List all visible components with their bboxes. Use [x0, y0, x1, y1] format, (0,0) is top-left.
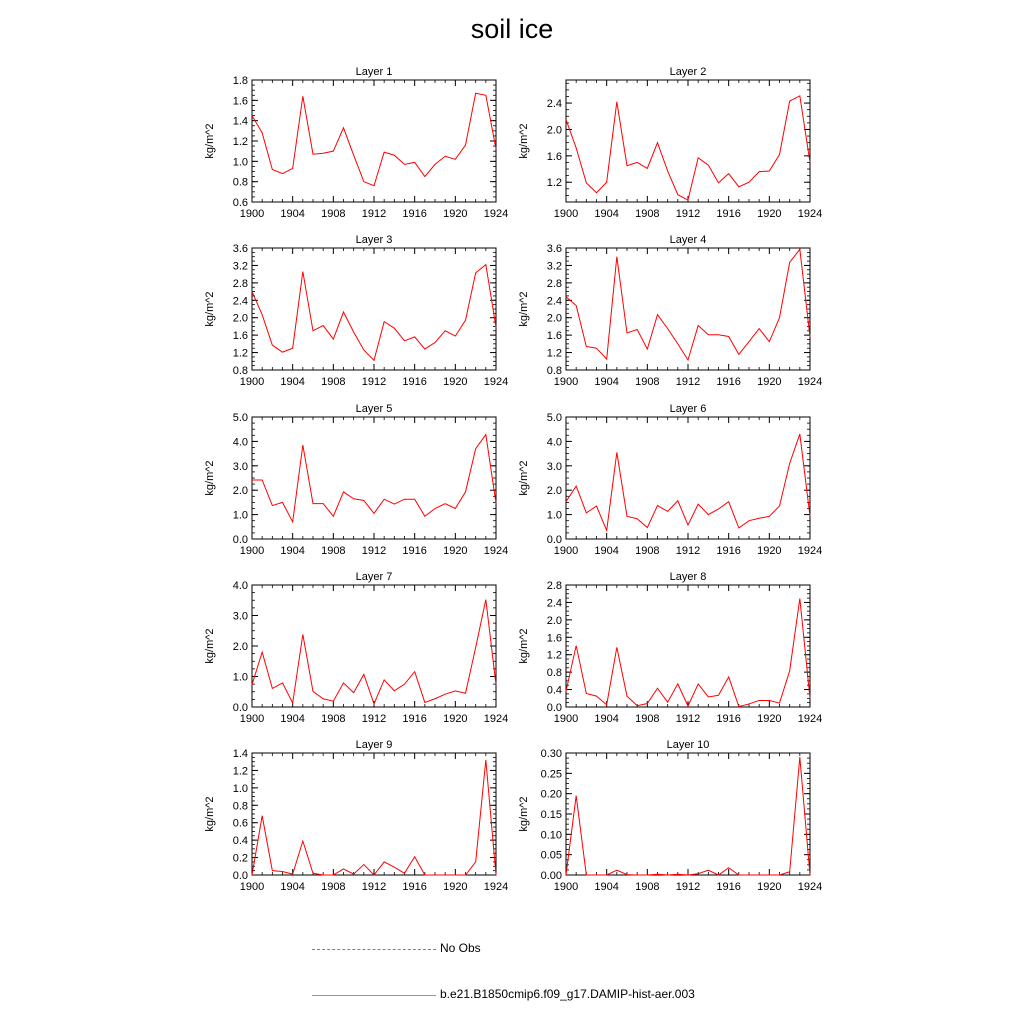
x-tick-label: 1908: [635, 376, 660, 388]
y-tick-label: 1.8: [232, 75, 248, 87]
chart-panel-8: [518, 571, 822, 725]
y-tick-label: 2.0: [232, 485, 248, 498]
x-tick-label: 1912: [675, 208, 701, 220]
y-tick-label: 2.4: [232, 295, 248, 308]
y-axis-label: kg/m^2: [204, 628, 216, 664]
y-tick-label: 0.8: [232, 176, 248, 189]
x-tick-label: 1900: [553, 208, 579, 220]
x-tick-label: 1908: [635, 208, 660, 220]
x-tick-label: 1912: [675, 713, 701, 725]
y-tick-label: 5.0: [232, 412, 248, 424]
plot-frame: [252, 417, 496, 539]
y-tick-label: 4.0: [232, 580, 248, 592]
y-tick-label: 3.6: [232, 243, 248, 255]
y-axis-label: kg/m^2: [518, 628, 530, 664]
x-tick-label: 1920: [757, 208, 782, 220]
panel-title: Layer 7: [355, 571, 393, 583]
y-tick-label: 2.0: [232, 641, 248, 653]
x-tick-label: 1924: [797, 881, 823, 893]
x-tick-label: 1908: [321, 713, 346, 725]
chart-panel-9: [204, 739, 508, 893]
data-series-line: [252, 760, 496, 875]
x-tick-label: 1920: [443, 376, 468, 388]
x-tick-label: 1920: [443, 545, 468, 557]
y-axis-label: kg/m^2: [518, 291, 530, 327]
x-tick-label: 1908: [321, 376, 346, 388]
figure-title: soil ice: [470, 14, 554, 44]
y-tick-label: 0.0: [232, 534, 248, 546]
y-tick-label: 1.0: [232, 509, 248, 522]
x-tick-label: 1920: [757, 376, 782, 388]
y-tick-label: 0.10: [540, 829, 562, 842]
y-tick-label: 0.15: [540, 809, 562, 821]
data-series-line: [566, 757, 810, 875]
x-tick-label: 1900: [239, 713, 265, 725]
y-axis-label: kg/m^2: [204, 291, 216, 327]
x-tick-label: 1916: [402, 881, 427, 893]
y-axis-label: kg/m^2: [518, 796, 530, 832]
y-tick-label: 0.20: [540, 788, 562, 801]
x-tick-label: 1900: [553, 545, 579, 557]
x-tick-label: 1924: [483, 545, 509, 557]
y-tick-label: 0.8: [546, 667, 562, 680]
y-tick-label: 1.2: [546, 649, 562, 662]
x-tick-label: 1912: [361, 545, 387, 557]
x-tick-label: 1916: [716, 545, 741, 557]
x-tick-label: 1912: [361, 881, 387, 893]
x-tick-label: 1908: [635, 881, 660, 893]
y-tick-label: 1.2: [232, 136, 248, 148]
chart-panel-6: [518, 403, 822, 557]
y-tick-label: 2.0: [546, 312, 562, 325]
plot-frame: [566, 753, 810, 875]
y-axis-label: kg/m^2: [204, 796, 216, 832]
legend-line-solid: [312, 995, 436, 996]
x-tick-label: 1916: [402, 545, 427, 557]
y-tick-label: 1.6: [232, 95, 248, 108]
y-tick-label: 2.0: [232, 312, 248, 325]
y-tick-label: 1.4: [232, 748, 248, 760]
x-tick-label: 1924: [483, 713, 509, 725]
x-tick-label: 1916: [402, 376, 427, 388]
x-tick-label: 1924: [483, 881, 509, 893]
x-tick-label: 1916: [716, 376, 741, 388]
x-tick-label: 1904: [594, 208, 619, 220]
data-series-line: [252, 435, 496, 522]
plot-frame: [566, 248, 810, 370]
legend-label-model: b.e21.B1850cmip6.f09_g17.DAMIP-hist-aer.003: [440, 987, 695, 1001]
y-tick-label: 2.0: [546, 614, 562, 627]
y-tick-label: 0.0: [546, 702, 562, 714]
x-tick-label: 1900: [553, 881, 579, 893]
x-tick-label: 1916: [716, 713, 741, 725]
x-tick-label: 1912: [361, 376, 387, 388]
y-tick-label: 0.8: [232, 800, 248, 813]
y-tick-label: 2.4: [546, 98, 562, 111]
y-axis-label: kg/m^2: [204, 123, 216, 159]
y-tick-label: 0.8: [546, 365, 562, 377]
x-tick-label: 1920: [443, 713, 468, 725]
y-tick-label: 1.0: [232, 671, 248, 684]
x-tick-label: 1916: [716, 208, 741, 220]
x-tick-label: 1904: [280, 881, 305, 893]
x-tick-label: 1924: [483, 208, 509, 220]
x-tick-label: 1904: [594, 545, 619, 557]
y-tick-label: 1.6: [546, 330, 562, 343]
data-series-line: [566, 96, 810, 200]
y-tick-label: 1.0: [232, 782, 248, 795]
y-tick-label: 1.6: [546, 632, 562, 645]
panel-title: Layer 6: [669, 403, 707, 415]
y-tick-label: 3.6: [546, 243, 562, 255]
x-tick-label: 1904: [280, 208, 305, 220]
y-tick-label: 3.2: [546, 260, 562, 273]
data-series-line: [566, 434, 810, 530]
y-tick-label: 2.4: [546, 597, 562, 610]
y-tick-label: 2.0: [546, 485, 562, 498]
y-tick-label: 0.4: [232, 835, 248, 848]
chart-panel-2: [518, 66, 822, 220]
y-tick-label: 0.6: [232, 817, 248, 830]
panel-title: Layer 3: [355, 234, 393, 246]
x-tick-label: 1912: [675, 376, 701, 388]
chart-panel-5: [204, 403, 508, 557]
legend-line-dashed: [312, 949, 436, 950]
y-tick-label: 0.2: [232, 852, 248, 865]
y-axis-label: kg/m^2: [518, 123, 530, 159]
x-tick-label: 1916: [402, 713, 427, 725]
x-tick-label: 1908: [321, 881, 346, 893]
plot-frame: [252, 585, 496, 707]
y-tick-label: 0.6: [232, 197, 248, 209]
x-tick-label: 1904: [280, 376, 305, 388]
plot-frame: [566, 80, 810, 202]
plot-frame: [566, 585, 810, 707]
y-tick-label: 1.6: [232, 330, 248, 343]
panel-title: Layer 2: [669, 66, 707, 78]
x-tick-label: 1908: [635, 713, 660, 725]
x-tick-label: 1920: [757, 545, 782, 557]
chart-panel-1: [204, 66, 508, 220]
plot-frame: [252, 80, 496, 202]
y-tick-label: 0.4: [546, 684, 562, 697]
y-tick-label: 1.6: [546, 150, 562, 163]
x-tick-label: 1920: [443, 881, 468, 893]
y-tick-label: 0.8: [232, 365, 248, 377]
y-tick-label: 1.2: [232, 347, 248, 360]
x-tick-label: 1912: [361, 208, 387, 220]
y-tick-label: 2.8: [546, 277, 562, 290]
panel-title: Layer 8: [669, 571, 707, 583]
y-tick-label: 1.4: [232, 115, 248, 128]
y-tick-label: 4.0: [232, 436, 248, 449]
x-tick-label: 1916: [402, 208, 427, 220]
panel-title: Layer 4: [669, 234, 707, 246]
x-tick-label: 1912: [675, 881, 701, 893]
legend-label-no-obs: No Obs: [440, 941, 481, 955]
x-tick-label: 1904: [280, 713, 305, 725]
data-series-line: [252, 265, 496, 361]
y-tick-label: 0.00: [540, 870, 562, 882]
panel-title: Layer 5: [355, 403, 393, 415]
y-tick-label: 5.0: [546, 412, 562, 424]
y-tick-label: 3.0: [232, 460, 248, 473]
y-tick-label: 2.0: [546, 124, 562, 137]
x-tick-label: 1912: [675, 545, 701, 557]
x-tick-label: 1920: [757, 881, 782, 893]
plot-frame: [252, 248, 496, 370]
x-tick-label: 1912: [361, 713, 387, 725]
x-tick-label: 1920: [443, 208, 468, 220]
panel-title: Layer 10: [666, 739, 710, 751]
y-axis-label: kg/m^2: [518, 460, 530, 496]
x-tick-label: 1900: [553, 713, 579, 725]
y-tick-label: 3.0: [232, 610, 248, 623]
chart-panel-4: [518, 234, 822, 388]
y-tick-label: 0.0: [546, 534, 562, 546]
x-tick-label: 1900: [239, 881, 265, 893]
y-tick-label: 2.4: [546, 295, 562, 308]
x-tick-label: 1900: [239, 545, 265, 557]
x-tick-label: 1904: [594, 881, 619, 893]
y-tick-label: 0.0: [232, 702, 248, 714]
x-tick-label: 1900: [553, 376, 579, 388]
x-tick-label: 1924: [797, 208, 823, 220]
x-tick-label: 1920: [757, 713, 782, 725]
x-tick-label: 1924: [483, 376, 509, 388]
y-axis-label: kg/m^2: [204, 460, 216, 496]
y-tick-label: 0.30: [540, 748, 562, 760]
x-tick-label: 1924: [797, 713, 823, 725]
data-series-line: [566, 599, 810, 707]
x-tick-label: 1904: [594, 376, 619, 388]
x-tick-label: 1908: [321, 208, 346, 220]
x-tick-label: 1908: [635, 545, 660, 557]
y-tick-label: 2.8: [232, 277, 248, 290]
x-tick-label: 1904: [280, 545, 305, 557]
y-tick-label: 4.0: [546, 436, 562, 449]
x-tick-label: 1924: [797, 545, 823, 557]
y-tick-label: 0.05: [540, 849, 562, 862]
x-tick-label: 1900: [239, 208, 265, 220]
y-tick-label: 1.0: [546, 509, 562, 522]
chart-panel-3: [204, 234, 508, 388]
chart-panel-10: [518, 739, 822, 893]
x-tick-label: 1916: [716, 881, 741, 893]
y-tick-label: 1.0: [232, 156, 248, 169]
y-tick-label: 2.8: [546, 580, 562, 592]
y-tick-label: 1.2: [546, 347, 562, 360]
panel-title: Layer 9: [355, 739, 393, 751]
y-tick-label: 1.2: [546, 177, 562, 190]
x-tick-label: 1908: [321, 545, 346, 557]
plot-frame: [252, 753, 496, 875]
chart-panel-7: [204, 571, 508, 725]
y-tick-label: 3.2: [232, 260, 248, 273]
panel-title: Layer 1: [355, 66, 393, 78]
data-series-line: [566, 249, 810, 360]
x-tick-label: 1904: [594, 713, 619, 725]
y-tick-label: 3.0: [546, 460, 562, 473]
data-series-line: [252, 600, 496, 704]
data-series-line: [252, 93, 496, 186]
y-tick-label: 0.0: [232, 870, 248, 882]
y-tick-label: 0.25: [540, 768, 562, 781]
x-tick-label: 1900: [239, 376, 265, 388]
x-tick-label: 1924: [797, 376, 823, 388]
y-tick-label: 1.2: [232, 765, 248, 778]
